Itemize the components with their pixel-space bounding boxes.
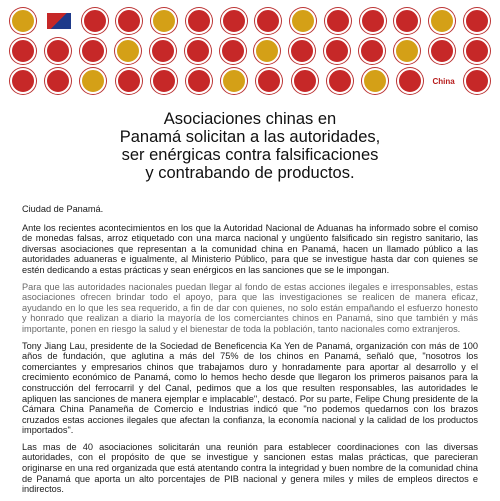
logo-row	[10, 36, 490, 66]
association-seal-icon	[464, 8, 490, 34]
association-seal-icon	[116, 68, 142, 94]
salutation: Ciudad de Panamá.	[22, 204, 104, 214]
association-seal-icon	[151, 8, 177, 34]
association-seal-icon	[289, 38, 315, 64]
association-seal-icon	[186, 68, 212, 94]
association-seal-icon	[80, 68, 106, 94]
association-seal-icon	[80, 38, 106, 64]
association-seal-icon	[150, 38, 176, 64]
association-seal-icon	[360, 8, 386, 34]
paragraph-1: Ante los recientes acontecimientos en los que la Autoridad Nacional de Aduanas ha informado sobre el comiso de monedas falsas, arroz etiquetado con una marca nacional y ungüento falsificado sin registro sanitario, las diversas asociaciones que representan a la comunidad china en Panamá, hacen un llamado público a las autoridades aduaneras e igualmente, al Ministerio Público, para que se investigue hasta dar con quienes se estén dedicando a estas prácticas y sean enérgicos en las sanciones que se le impongan.	[22, 222, 478, 275]
association-seal-icon	[359, 38, 385, 64]
association-seal-icon	[464, 38, 490, 64]
association-seal-icon	[256, 68, 282, 94]
association-seal-icon	[10, 8, 36, 34]
association-seal-icon	[186, 8, 212, 34]
page-title	[40, 110, 460, 182]
press-release-body	[22, 204, 478, 501]
association-seal-icon	[116, 8, 142, 34]
association-seal-icon	[45, 68, 71, 94]
paragraph-2: Para que las autoridades nacionales puedan llegar al fondo de estas acciones ilegales e irresponsables, estas asociaciones ofrecen brindar todo el apoyo, para que las investigaciones se realicen de manera eficaz, ayudando en lo que les sea requerido, a fin de dar con quienes, no solo están empañando el esfuerzo honesto y honrado que realizan a diario la mayoría de los comerciantes chinos en Panamá, sino que también y más importante, ponen en riesgo la salud y el bienestar de toda la población, tanto nacionales como extranjeros.	[22, 281, 478, 334]
association-seal-icon	[429, 8, 455, 34]
association-seal-icon	[325, 8, 351, 34]
association-seal-icon	[10, 68, 36, 94]
title-line-3: ser enérgicas contra falsificaciones	[121, 146, 379, 164]
association-seal-icon	[220, 38, 246, 64]
association-seal-icon	[324, 38, 350, 64]
paragraph-3: Tony Jiang Lau, presidente de la Sociedad de Beneficencia Ka Yen de Panamá, organización con más de 100 años de fundación, que aglutina a más del 75% de los chinos en Panamá, señaló que, "nosotros los comerciantes y empresarios chinos que trabajamos duro y honradamente para aportar al desarrollo y el crecimiento económico de Panamá, como lo hemos hecho desde que llegaron los primeros paisanos para la construcción del ferrocarril y del Canal, pedimos que a los que resulten responsables, las autoridades le apliquen las sanciones de manera ejemplar e implacable", destacó. Por su parte, Felipe Chung presidente de la Cámara China Panameña de Comercio e Industrias indicó que "no podemos quedarnos con los brazos cruzados estas acciones ilegales que afectan la confianza, la economía nacional y la calidad de los productos importados".	[22, 340, 478, 436]
association-seal-icon	[45, 38, 71, 64]
logo-row	[10, 6, 490, 36]
title-line-4: y contrabando de productos.	[145, 164, 355, 182]
association-seal-icon	[397, 68, 423, 94]
association-seal-icon	[464, 68, 490, 94]
association-seal-icon	[292, 68, 318, 94]
association-seal-icon	[255, 8, 281, 34]
association-seal-icon	[10, 38, 36, 64]
association-seal-icon	[254, 38, 280, 64]
association-logos-banner	[10, 6, 490, 96]
association-seal-icon	[327, 68, 353, 94]
china-logo-text: China	[432, 76, 455, 86]
association-seal-icon	[394, 8, 420, 34]
association-seal-icon	[394, 38, 420, 64]
association-seal-icon	[290, 8, 316, 34]
logo-row	[10, 66, 490, 96]
association-seal-icon	[221, 68, 247, 94]
association-seal-icon	[429, 38, 455, 64]
association-seal-icon	[115, 38, 141, 64]
title-line-1: Asociaciones chinas en	[163, 110, 337, 128]
association-seal-icon	[151, 68, 177, 94]
title-line-2: Panamá solicitan a las autoridades,	[119, 128, 381, 146]
association-seal-icon	[82, 8, 108, 34]
paragraph-4: Las mas de 40 asociaciones solicitarán una reunión para establecer coordinaciones con las diversas autoridades, con el propósito de que se investigue y sancionen estas malas prácticas, que parecieran originarse en una red organizada que está atentando contra la integridad y buen nombre de la comunidad china de Panamá que aporta un alto porcentajes de PIB nacional y genera miles y miles de empleos directos e indirectos.	[22, 441, 478, 495]
flag-logo-icon	[45, 11, 73, 31]
association-seal-icon	[221, 8, 247, 34]
association-seal-icon	[362, 68, 388, 94]
association-seal-icon	[185, 38, 211, 64]
